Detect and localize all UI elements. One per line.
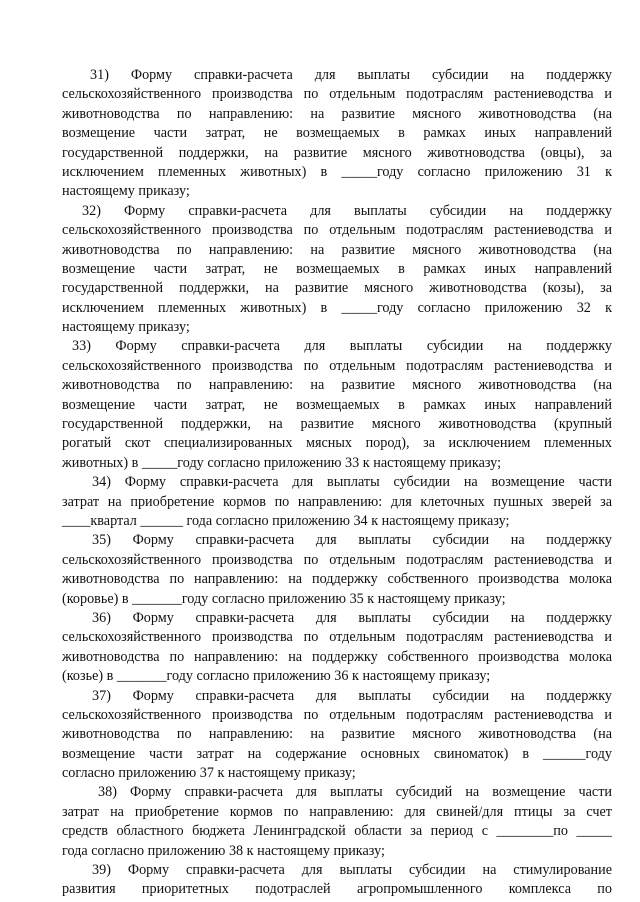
text-line: возмещение части затрат, не возмещаемых в рамках иных направлений [62,396,612,413]
text-line: животноводства по направлению: на поддержку собственного производства молока [62,571,612,588]
document-body [62,66,612,900]
text-line: рогатый скот специализированных мясных пород), за исключением племенных [62,435,612,452]
text-line: настоящему приказу; [62,183,190,200]
text-line: 37) Форму справки-расчета для выплаты субсидии на поддержку [92,687,612,704]
text-line: исключением племенных животных) в _____году согласно приложению 31 к [62,163,612,180]
text-line: возмещение части затрат, не возмещаемых в рамках иных направлений [62,260,612,277]
text-line: сельскохозяйственного производства по отдельным подотраслям растениеводства и [62,629,612,646]
text-line: 35) Форму справки-расчета для выплаты субсидии на поддержку [92,532,612,549]
text-line: сельскохозяйственного производства по отдельным подотраслям растениеводства и [62,222,612,239]
text-line: государственной поддержки, на развитие мясного животноводства (овцы), за [62,144,612,161]
text-line: 36) Форму справки-расчета для выплаты субсидии на поддержку [92,609,612,626]
text-line: сельскохозяйственного производства по отдельным подотраслям растениеводства и [62,86,612,103]
text-line: животноводства по направлению: на поддержку собственного производства молока [62,648,612,665]
text-line: (коровье) в _______году согласно приложению 35 к настоящему приказу; [62,590,506,607]
text-line: 33) Форму справки-расчета для выплаты субсидии на поддержку [72,338,612,355]
text-line: возмещение части затрат на содержание основных свиноматок) в ______году [62,745,612,762]
text-line: затрат на приобретение кормов по направлению: для клеточных пушных зверей за [62,493,612,510]
text-line: ____квартал ______ года согласно приложению 34 к настоящему приказу; [62,512,510,529]
text-line: сельскохозяйственного производства по отдельным подотраслям растениеводства и [62,357,612,374]
text-line: животноводства по направлению: на развитие мясного животноводства (на [62,726,612,743]
text-line: 39) Форму справки-расчета для выплаты субсидии на стимулирование [92,862,612,879]
text-line: государственной поддержки, на развитие мясного животноводства (крупный [62,416,612,433]
text-line: развития приоритетных подотраслей агропромышленного комплекса по [62,881,612,898]
text-line: затрат на приобретение кормов по направлению: для свиней/для птицы за счет [62,803,612,820]
text-line: животных) в _____году согласно приложению 33 к настоящему приказу; [62,454,502,471]
text-line: государственной поддержки, на развитие мясного животноводства (козы), за [62,280,612,297]
text-line: 31) Форму справки-расчета для выплаты субсидии на поддержку [90,67,612,83]
text-line: исключением племенных животных) в _____году согласно приложению 32 к [62,299,612,316]
text-line: сельскохозяйственного производства по отдельным подотраслям растениеводства и [62,551,612,568]
text-line: возмещение части затрат, не возмещаемых в рамках иных направлений [62,125,612,142]
text-line: года согласно приложению 38 к настоящему приказу; [62,842,385,859]
text-line: 32) Форму справки-расчета для выплаты субсидии на поддержку [82,202,612,219]
text-line: настоящему приказу; [62,319,190,336]
text-line: 38) Форму справки-расчета для выплаты субсидий на возмещение части [98,784,612,801]
text-line: (козье) в _______году согласно приложению 36 к настоящему приказу; [62,668,491,685]
text-line: 34) Форму справки-расчета для выплаты субсидии на возмещение части [92,474,612,491]
text-line: животноводства по направлению: на развитие мясного животноводства (на [62,377,612,394]
text-line: согласно приложению 37 к настоящему приказу; [62,765,356,782]
text-line: животноводства по направлению: на развитие мясного животноводства (на [62,105,612,122]
text-line: сельскохозяйственного производства по отдельным подотраслям растениеводства и [62,706,612,723]
text-line: средств областного бюджета Ленинградской области за период с ________по _____ [62,823,612,840]
text-line: животноводства по направлению: на развитие мясного животноводства (на [62,241,612,258]
